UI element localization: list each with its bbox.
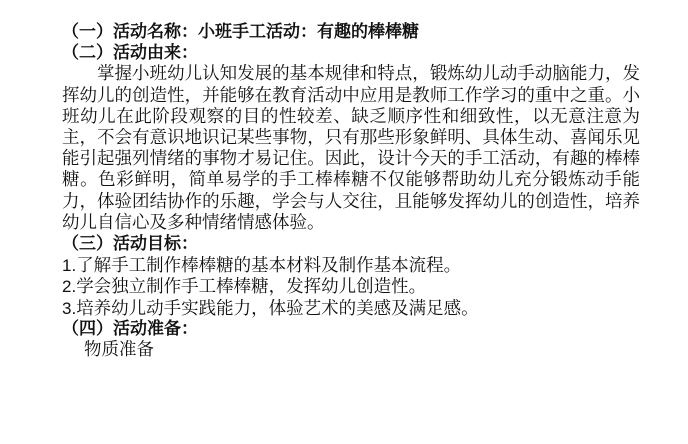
section-4-heading: （四）活动准备：: [62, 318, 198, 339]
goal-item-2: [62, 276, 640, 297]
goal-number: 3.: [62, 298, 77, 318]
goal-number: 2.: [62, 277, 77, 297]
goal-item-3: [62, 298, 640, 319]
section-4-subheading: 物质准备: [84, 339, 154, 360]
goal-number: 1.: [62, 256, 77, 276]
section-1-heading: （一）活动名称：小班手工活动：有趣的棒棒糖: [62, 22, 419, 42]
section-2-heading: （二）活动由来：: [62, 43, 198, 64]
document-body: [62, 22, 640, 361]
goal-text: 了解手工制作棒棒糖的基本材料及制作基本流程。: [76, 256, 462, 277]
goal-text: 学会独立制作手工棒棒糖，发挥幼儿创造性。: [76, 277, 427, 298]
section-3-heading: （三）活动目标：: [62, 234, 198, 254]
goal-text: 培养幼儿动手实践能力，体验艺术的美感及满足感。: [76, 298, 479, 319]
goal-item-1: [62, 255, 640, 276]
section-2-paragraph: 掌握小班幼儿认知发展的基本规律和特点，锻炼幼儿动手动脑能力，发挥幼儿的创造性，并能够在教育活动中应用是教师工作学习的重中之重。小班幼儿在此阶段观察的目的性较差、缺乏顺序性和细致性，以无意注意为主，不会有意识地识记某些事物，只有那些形象鲜明、具体生动、喜闻乐见能引起强列情绪的事物才易记住。因此，设计今天的手工活动，有趣的棒棒糖。色彩鲜明，简单易学的手工棒棒糖不仅能够帮助幼儿充分锻炼动手能力，体验团结协作的乐趣，学会与人交往，且能够发挥幼儿的创造性，培养幼儿自信心及多种情绪情感体验。: [62, 64, 640, 233]
